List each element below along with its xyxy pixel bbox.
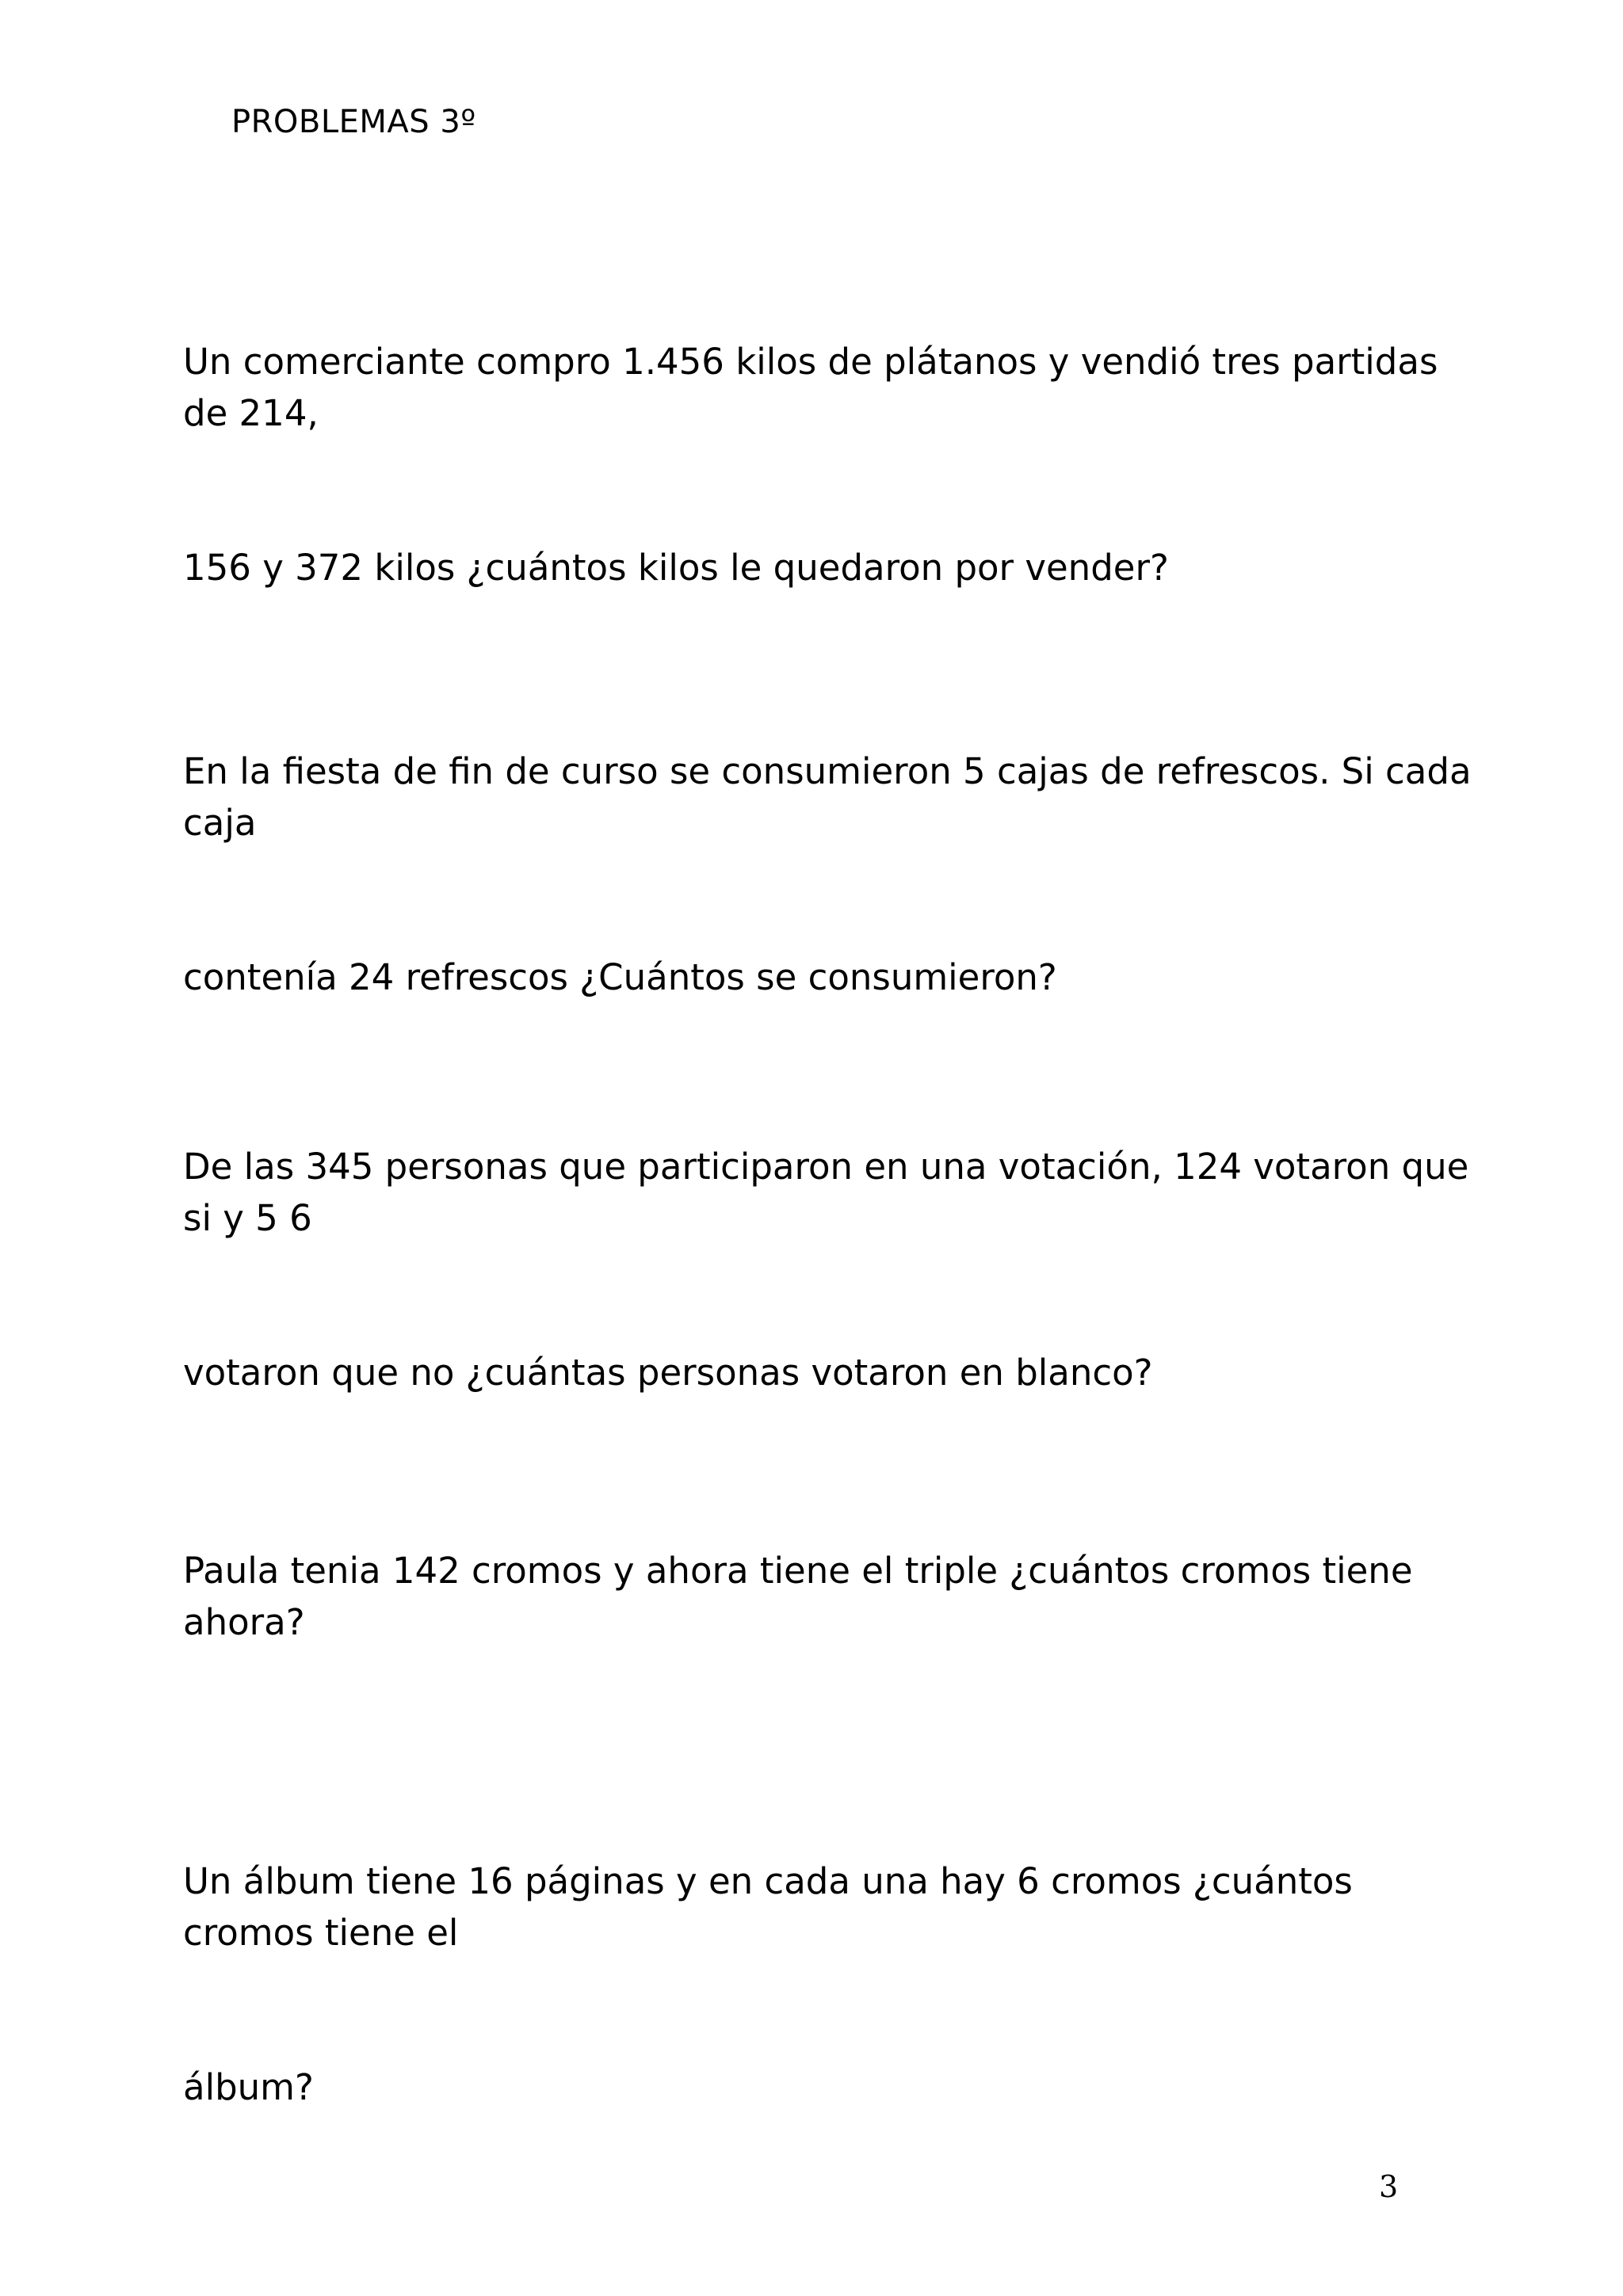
- problem-3-line-1: De las 345 personas que participaron en una votación, 124 votaron que si y 5 6: [183, 1146, 1480, 1239]
- problem-2-line-2: contenía 24 refrescos ¿Cuántos se consumieron?: [183, 956, 1057, 998]
- problem-4: [183, 1442, 1491, 1802]
- problem-1-line-2: 156 y 372 kilos ¿cuántos kilos le quedaron por vender?: [183, 547, 1169, 589]
- problem-2-line-1: En la fiesta de fin de curso se consumieron 5 cajas de refrescos. Si cada caja: [183, 750, 1483, 844]
- problem-2: [183, 643, 1491, 1055]
- problem-1: [183, 233, 1491, 645]
- problem-4-line-1: Paula tenia 142 cromos y ahora tiene el triple ¿cuántos cromos tiene ahora?: [183, 1550, 1424, 1643]
- problem-1-line-1: Un comerciante compro 1.456 kilos de plátanos y vendió tres partidas de 214,: [183, 341, 1449, 434]
- problem-5-line-2: álbum?: [183, 2066, 314, 2108]
- page-number: 3: [1379, 2169, 1399, 2204]
- page-title: PROBLEMAS 3º: [231, 104, 476, 140]
- problem-5-line-1: Un álbum tiene 16 páginas y en cada una hay 6 cromos ¿cuántos cromos tiene el: [183, 1860, 1365, 1954]
- problem-3: [183, 1038, 1491, 1450]
- problem-3-line-2: votaron que no ¿cuántas personas votaron en blanco?: [183, 1352, 1153, 1394]
- problem-5: [183, 1753, 1491, 2164]
